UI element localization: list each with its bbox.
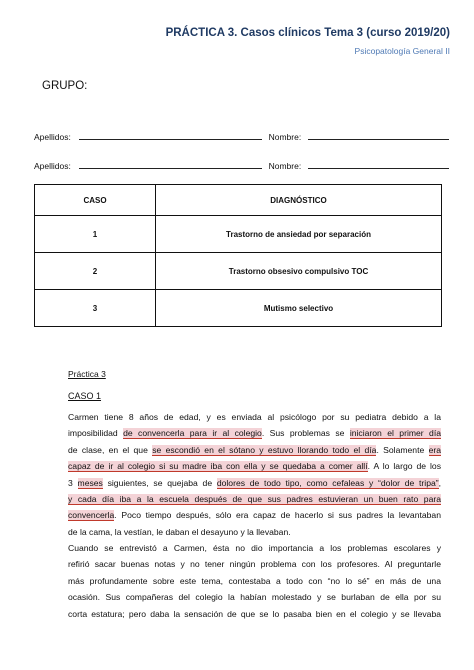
- text-segment: . A lo largo de los: [367, 461, 441, 472]
- text-segment: de la cama, la vestían, le daban el desayuno y la llevaban.: [68, 526, 291, 537]
- case-number: 3: [35, 290, 156, 327]
- document-title: PRÁCTICA 3. Casos clínicos Tema 3 (curso 2019/20): [165, 27, 450, 39]
- name-label: Nombre:: [268, 161, 302, 171]
- text-segment: siguientes, se quejaba de: [102, 477, 217, 488]
- table-header-row: [35, 185, 442, 216]
- text-segment: refirió sacar buenas notas y no tener ningún problema con los profesores. Al preguntarle: [68, 559, 441, 570]
- surname-field-2[interactable]: [79, 160, 262, 169]
- student-row-1: [34, 131, 449, 142]
- paragraph-line: [68, 442, 441, 458]
- name-field-1[interactable]: [308, 131, 449, 140]
- paragraph-line: [68, 491, 441, 507]
- case-number: 1: [35, 216, 156, 253]
- text-segment: Carmen tiene 8 años de edad, y es enviada al psicólogo por su pediatra debido a la: [68, 412, 441, 422]
- header-diagnostico: DIAGNÓSTICO: [156, 185, 442, 216]
- table-row: [35, 253, 442, 290]
- text-segment: . Sus problemas se: [261, 428, 350, 439]
- text-segment: imposibilidad: [68, 428, 124, 439]
- document-subtitle: Psicopatología General II: [354, 46, 450, 56]
- text-segment: . Poco tiempo después, sólo era capaz de hacerlo si sus padres la levantaban: [114, 510, 441, 521]
- text-segment: ocasión. Sus compañeras del colegio la habían molestado y se burlaban de ella por su: [68, 592, 441, 603]
- case-paragraph-1: [68, 409, 441, 540]
- highlighted-text: convencerla: [68, 510, 115, 521]
- highlighted-text: meses: [77, 477, 103, 488]
- text-segment: . Solamente: [376, 444, 429, 455]
- practice-heading: Práctica 3: [68, 369, 106, 379]
- paragraph-line: [68, 540, 441, 556]
- case-heading: CASO 1: [68, 391, 102, 401]
- paragraph-line: [68, 524, 441, 540]
- paragraph-line: [68, 573, 441, 589]
- paragraph-line: [68, 507, 441, 523]
- surname-label: Apellidos:: [34, 161, 71, 171]
- text-segment: de clase, en el que: [68, 444, 153, 455]
- highlighted-text: dolores de todo tipo, como cefaleas y “dolor de tripa”: [216, 477, 439, 488]
- highlighted-text: se escondió en el sótano y estuvo llorando todo el día: [152, 444, 377, 455]
- highlighted-text: iniciaron el primer día: [349, 428, 441, 439]
- group-label: GRUPO:: [42, 80, 88, 92]
- text-segment: Cuando se entrevistó a Carmen, ésta no dio importancia a los problemas escolares y: [68, 543, 441, 553]
- highlighted-text: de convencerla para ir al colegio: [123, 428, 262, 439]
- surname-field-1[interactable]: [79, 131, 262, 140]
- name-field-2[interactable]: [308, 160, 449, 169]
- paragraph-line: [68, 556, 441, 572]
- name-label: Nombre:: [268, 132, 302, 142]
- text-segment: 3: [68, 477, 78, 488]
- surname-label: Apellidos:: [34, 132, 71, 142]
- diagnosis-cell[interactable]: Trastorno de ansiedad por separación: [156, 216, 442, 253]
- paragraph-line: [68, 606, 441, 622]
- paragraph-line: [68, 458, 441, 474]
- text-segment: corta estatura; pero daba la sensación de que se lo pasaba bien en el colegio y se llevaba: [68, 608, 441, 619]
- paragraph-line: [68, 425, 441, 441]
- table-row: [35, 290, 442, 327]
- highlighted-text: y cada día iba a la escuela después de que sus padres estuvieran un buen rato para: [68, 493, 441, 504]
- diagnosis-cell[interactable]: Mutismo selectivo: [156, 290, 442, 327]
- diagnosis-table: [34, 184, 442, 327]
- student-row-2: [34, 160, 449, 171]
- text-segment: ,: [438, 477, 441, 488]
- paragraph-line: [68, 409, 441, 425]
- diagnosis-cell[interactable]: Trastorno obsesivo compulsivo TOC: [156, 253, 442, 290]
- header-caso: CASO: [35, 185, 156, 216]
- text-segment: más profundamente sobre este tema, contestaba a todo con “no lo sé” en más de una: [68, 575, 441, 586]
- case-number: 2: [35, 253, 156, 290]
- table-row: [35, 216, 442, 253]
- highlighted-text: capaz de ir al colegio si su madre iba con ella y se quedaba a comer allí: [68, 461, 368, 472]
- highlighted-text: era: [428, 444, 441, 455]
- paragraph-line: [68, 589, 441, 605]
- paragraph-line: [68, 475, 441, 491]
- case-paragraph-2: [68, 540, 441, 622]
